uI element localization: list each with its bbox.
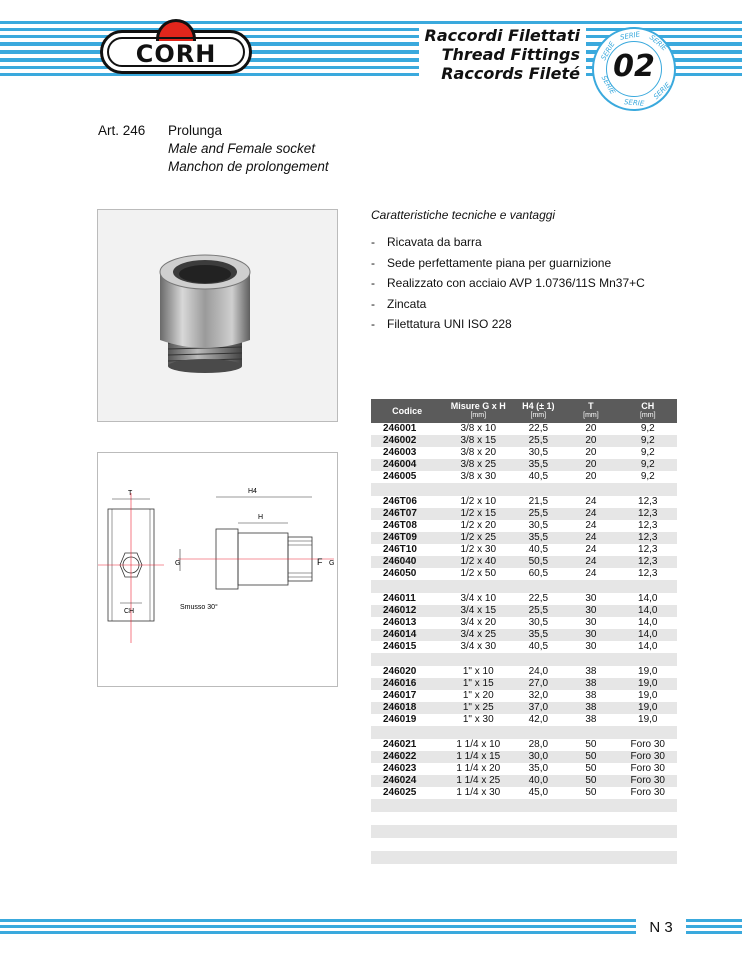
article-name-en: Male and Female socket xyxy=(168,141,316,156)
table-row xyxy=(371,520,677,532)
cell-h4: 28,0 xyxy=(528,739,549,750)
cell-h4: 30,5 xyxy=(528,447,549,458)
cell-ch: 12,3 xyxy=(619,508,677,520)
cell-size: 1" x 20 xyxy=(462,690,494,701)
table-body xyxy=(371,423,677,864)
cell-h4: 40,5 xyxy=(528,544,549,555)
cell-t: 20 xyxy=(563,435,618,447)
cell-ch: 14,0 xyxy=(638,641,658,652)
cell-size: 1/2 x 20 xyxy=(460,520,497,531)
cell-size: 1 1/4 x 15 xyxy=(443,751,513,763)
cell-t: 24 xyxy=(585,496,597,507)
table-row xyxy=(371,605,677,617)
cell-h4: 40,5 xyxy=(528,641,549,652)
table-row xyxy=(371,666,677,678)
feature-item: - Ricavata da barra xyxy=(371,232,645,253)
cell-ch: 12,3 xyxy=(638,568,658,579)
cell-h4 xyxy=(513,799,563,812)
cell-h4 xyxy=(513,851,563,864)
cell-ch xyxy=(619,825,677,838)
cell-size: 1 1/4 x 10 xyxy=(456,739,501,750)
cell-ch xyxy=(619,726,677,739)
cell-h4: 25,5 xyxy=(513,435,563,447)
table-row xyxy=(371,702,677,714)
table-row xyxy=(371,508,677,520)
table-row xyxy=(371,556,677,568)
table-row xyxy=(371,690,677,702)
technical-drawing xyxy=(97,452,338,687)
cell-ch xyxy=(619,653,677,666)
cell-ch: 12,3 xyxy=(619,556,677,568)
cell-code: 246019 xyxy=(383,714,417,725)
cell-code: 246012 xyxy=(371,605,443,617)
cell-ch: 12,3 xyxy=(619,532,677,544)
cell-size xyxy=(443,726,513,739)
cell-code: 246022 xyxy=(371,751,443,763)
table-blank-row xyxy=(371,799,677,812)
table-row xyxy=(371,763,677,775)
cell-h4: 21,5 xyxy=(528,496,549,507)
table-row xyxy=(371,678,677,690)
cell-t: 20 xyxy=(563,459,618,471)
cell-size: 3/4 x 30 xyxy=(460,641,497,652)
table-blank-row xyxy=(371,653,677,666)
table-blank-row xyxy=(371,580,677,593)
cell-t: 20 xyxy=(585,423,597,434)
table-blank-row xyxy=(371,825,677,838)
cell-size: 3/8 x 10 xyxy=(460,423,497,434)
cell-code: 246T10 xyxy=(383,544,417,555)
cell-code: 246T06 xyxy=(383,496,417,507)
product-photo xyxy=(97,209,338,422)
feature-item: - Filettatura UNI ISO 228 xyxy=(371,314,645,335)
cell-code xyxy=(371,726,443,739)
label-h: H xyxy=(258,514,264,521)
cell-code: 246013 xyxy=(383,617,417,628)
article-name-fr: Manchon de prolongement xyxy=(168,159,329,174)
cell-code: 246023 xyxy=(383,763,417,774)
series-number: 02 xyxy=(613,49,655,84)
cell-t xyxy=(563,653,618,666)
label-f: F xyxy=(317,557,323,567)
cell-code: 246040 xyxy=(371,556,443,568)
cell-ch: 19,0 xyxy=(619,678,677,690)
cell-t: 38 xyxy=(585,690,597,701)
cell-t: 30 xyxy=(585,617,597,628)
cell-t: 38 xyxy=(563,678,618,690)
cell-code: 246005 xyxy=(383,471,417,482)
cell-h4: 60,5 xyxy=(528,568,549,579)
series-label-1: SERIE xyxy=(619,30,641,42)
cell-ch: Foro 30 xyxy=(619,751,677,763)
cell-code: 246004 xyxy=(371,459,443,471)
cell-size: 3/4 x 20 xyxy=(460,617,497,628)
table-row xyxy=(371,751,677,763)
cell-ch: 19,0 xyxy=(638,714,658,725)
cell-size: 3/8 x 15 xyxy=(443,435,513,447)
cell-size: 3/4 x 25 xyxy=(443,629,513,641)
cell-code xyxy=(371,799,443,812)
cell-t xyxy=(563,838,618,851)
cell-size: 1/2 x 10 xyxy=(460,496,497,507)
cell-code: 246025 xyxy=(383,787,417,798)
cell-t: 50 xyxy=(563,751,618,763)
label-h4: H4 xyxy=(248,488,257,495)
header-codice: Codice xyxy=(371,399,443,423)
cell-t: 30 xyxy=(585,593,597,604)
cell-size: 3/4 x 15 xyxy=(443,605,513,617)
cell-t: 30 xyxy=(585,641,597,652)
cell-size xyxy=(443,851,513,864)
cell-h4: 35,5 xyxy=(513,459,563,471)
label-ch: CH xyxy=(124,608,135,615)
cell-ch: Foro 30 xyxy=(630,763,665,774)
table-row xyxy=(371,568,677,580)
cell-h4: 42,0 xyxy=(528,714,549,725)
feature-item: - Sede perfettamente piana per guarnizione xyxy=(371,253,645,274)
cell-size: 1 1/4 x 20 xyxy=(456,763,501,774)
cell-t xyxy=(563,812,618,825)
cell-t: 24 xyxy=(585,568,597,579)
cell-t: 24 xyxy=(585,520,597,531)
cell-size: 1/2 x 15 xyxy=(443,508,513,520)
cell-code: 246017 xyxy=(383,690,417,701)
cell-h4 xyxy=(513,483,563,496)
cell-size xyxy=(443,838,513,851)
cell-h4 xyxy=(513,812,563,825)
cell-t: 38 xyxy=(585,714,597,725)
cell-code: 246T07 xyxy=(371,508,443,520)
table-row xyxy=(371,714,677,726)
cell-ch: 19,0 xyxy=(619,702,677,714)
cell-size: 1/2 x 30 xyxy=(460,544,497,555)
cell-size xyxy=(443,653,513,666)
header-misure: Misure G x H [mm] xyxy=(443,399,513,423)
header-t: T [mm] xyxy=(563,399,618,423)
table-blank-row xyxy=(371,483,677,496)
cell-code: 246003 xyxy=(383,447,417,458)
spec-table xyxy=(371,399,677,864)
table-row xyxy=(371,459,677,471)
cell-code: 246050 xyxy=(383,568,417,579)
label-g-right: G xyxy=(329,560,335,567)
cell-h4: 40,0 xyxy=(513,775,563,787)
cell-ch: 12,3 xyxy=(638,496,658,507)
cell-size: 1/2 x 50 xyxy=(460,568,497,579)
series-label-2: SERIE xyxy=(647,33,669,53)
cell-ch: 9,2 xyxy=(640,447,655,458)
cell-size xyxy=(443,483,513,496)
cell-size: 3/4 x 10 xyxy=(460,593,497,604)
cell-t xyxy=(563,580,618,593)
table-row xyxy=(371,775,677,787)
cell-code xyxy=(371,838,443,851)
label-g-left: G xyxy=(175,560,181,567)
cell-ch: 9,2 xyxy=(619,435,677,447)
table-row xyxy=(371,787,677,799)
cell-code xyxy=(371,580,443,593)
cell-t xyxy=(563,825,618,838)
features-section xyxy=(371,208,645,335)
page-number: N 3 xyxy=(636,916,686,940)
table-row xyxy=(371,447,677,459)
title-italian: Raccordi Filettati xyxy=(424,26,580,45)
cell-t: 24 xyxy=(563,508,618,520)
cell-ch: 19,0 xyxy=(638,690,658,701)
label-chamfer: Smusso 30° xyxy=(180,604,218,611)
cell-ch: Foro 30 xyxy=(619,775,677,787)
table-blank-row xyxy=(371,851,677,864)
table-row xyxy=(371,629,677,641)
cell-ch: 9,2 xyxy=(640,423,655,434)
cell-h4: 27,0 xyxy=(513,678,563,690)
series-badge xyxy=(592,27,676,111)
table-blank-row xyxy=(371,812,677,825)
label-t: T xyxy=(128,490,133,497)
table-row xyxy=(371,471,677,483)
cell-size xyxy=(443,825,513,838)
cell-size xyxy=(443,812,513,825)
cell-code xyxy=(371,653,443,666)
cell-code: 246014 xyxy=(371,629,443,641)
cell-h4: 25,5 xyxy=(513,605,563,617)
feature-item: - Realizzato con acciaio AVP 1.0736/11S Mn37+C xyxy=(371,273,645,294)
cell-t: 24 xyxy=(585,544,597,555)
title-english: Thread Fittings xyxy=(441,45,580,64)
table-row xyxy=(371,435,677,447)
cell-ch: 12,3 xyxy=(638,520,658,531)
fitting-image xyxy=(98,210,337,421)
table-row xyxy=(371,496,677,508)
cell-h4: 37,0 xyxy=(513,702,563,714)
cell-size: 1/2 x 25 xyxy=(443,532,513,544)
header-h4: H4 (± 1) [mm] xyxy=(513,399,563,423)
table-blank-row xyxy=(371,726,677,739)
cell-h4 xyxy=(513,580,563,593)
cell-code: 246011 xyxy=(383,593,416,604)
cell-size xyxy=(443,580,513,593)
cell-t: 24 xyxy=(563,532,618,544)
cell-code xyxy=(371,825,443,838)
cell-code: 246016 xyxy=(371,678,443,690)
cell-size: 1 1/4 x 30 xyxy=(456,787,501,798)
cell-t: 30 xyxy=(563,629,618,641)
cell-h4: 50,5 xyxy=(513,556,563,568)
cell-code: 246015 xyxy=(383,641,417,652)
cell-size: 1" x 30 xyxy=(462,714,494,725)
table-row xyxy=(371,532,677,544)
cell-t: 38 xyxy=(563,702,618,714)
table-row xyxy=(371,593,677,605)
cell-ch xyxy=(619,580,677,593)
cell-size: 1 1/4 x 25 xyxy=(443,775,513,787)
cell-t xyxy=(563,483,618,496)
cell-ch xyxy=(619,799,677,812)
cell-ch: 12,3 xyxy=(638,544,658,555)
cell-t: 30 xyxy=(563,605,618,617)
cell-h4: 22,5 xyxy=(528,593,549,604)
feature-item: - Zincata xyxy=(371,294,645,315)
cell-t: 38 xyxy=(585,666,597,677)
cell-t: 20 xyxy=(585,447,597,458)
cell-h4: 45,0 xyxy=(528,787,549,798)
page-titles xyxy=(419,26,586,83)
features-list xyxy=(371,232,645,335)
title-french: Raccords Fileté xyxy=(441,64,580,83)
cell-h4: 30,0 xyxy=(513,751,563,763)
cell-size: 3/8 x 20 xyxy=(460,447,497,458)
cell-h4 xyxy=(513,653,563,666)
article-name-it: Prolunga xyxy=(168,123,223,138)
cell-code: 246T08 xyxy=(383,520,417,531)
cell-code: 246018 xyxy=(371,702,443,714)
cell-size xyxy=(443,799,513,812)
table-row xyxy=(371,423,677,435)
cell-ch xyxy=(619,812,677,825)
table-row xyxy=(371,641,677,653)
cell-code: 246024 xyxy=(371,775,443,787)
cell-h4: 32,0 xyxy=(528,690,549,701)
cell-ch xyxy=(619,851,677,864)
table-header-row xyxy=(371,399,677,423)
cell-code: 246002 xyxy=(371,435,443,447)
cell-h4 xyxy=(513,726,563,739)
cell-ch: Foro 30 xyxy=(630,787,665,798)
table-row xyxy=(371,544,677,556)
cell-h4: 22,5 xyxy=(528,423,549,434)
cell-code: 246T09 xyxy=(371,532,443,544)
cell-t: 50 xyxy=(563,775,618,787)
cell-code: 246021 xyxy=(383,739,417,750)
article-code: Art. 246 xyxy=(98,123,146,138)
cell-t: 24 xyxy=(563,556,618,568)
cell-size: 3/8 x 25 xyxy=(443,459,513,471)
cell-h4: 24,0 xyxy=(528,666,549,677)
series-label-4: SERIE xyxy=(599,74,617,96)
cell-size: 1" x 10 xyxy=(462,666,494,677)
brand-logo xyxy=(100,30,252,74)
cell-size: 3/8 x 30 xyxy=(460,471,497,482)
logo-text: CORH xyxy=(135,40,217,68)
cell-t: 50 xyxy=(585,739,597,750)
cell-ch xyxy=(619,838,677,851)
cell-code: 246020 xyxy=(383,666,417,677)
cell-h4: 40,5 xyxy=(528,471,549,482)
cell-ch: 14,0 xyxy=(619,629,677,641)
cell-t xyxy=(563,726,618,739)
cell-h4: 30,5 xyxy=(528,617,549,628)
cell-ch: 14,0 xyxy=(638,617,658,628)
cell-h4: 35,5 xyxy=(513,532,563,544)
cell-size: 1/2 x 40 xyxy=(443,556,513,568)
cell-h4 xyxy=(513,838,563,851)
cell-ch: Foro 30 xyxy=(630,739,665,750)
cell-code xyxy=(371,812,443,825)
cell-t xyxy=(563,851,618,864)
cell-code xyxy=(371,483,443,496)
cell-size: 1" x 25 xyxy=(443,702,513,714)
cell-h4: 35,0 xyxy=(528,763,549,774)
cell-ch: 9,2 xyxy=(640,471,655,482)
cell-h4 xyxy=(513,825,563,838)
series-label-3: SERIE xyxy=(599,40,617,62)
drawing-svg xyxy=(98,453,337,686)
table-blank-row xyxy=(371,838,677,851)
cell-t: 50 xyxy=(585,763,597,774)
cell-ch: 9,2 xyxy=(619,459,677,471)
header-ch: CH [mm] xyxy=(619,399,677,423)
cell-t xyxy=(563,799,618,812)
series-label-5: SERIE xyxy=(623,98,645,108)
cell-h4: 25,5 xyxy=(513,508,563,520)
cell-t: 20 xyxy=(585,471,597,482)
features-heading: Caratteristiche tecniche e vantaggi xyxy=(371,208,556,222)
cell-ch: 14,0 xyxy=(619,605,677,617)
table-row xyxy=(371,739,677,751)
cell-code xyxy=(371,851,443,864)
cell-h4: 35,5 xyxy=(513,629,563,641)
cell-ch: 19,0 xyxy=(638,666,658,677)
table-row xyxy=(371,617,677,629)
cell-t: 50 xyxy=(585,787,597,798)
cell-size: 1" x 15 xyxy=(443,678,513,690)
cell-ch xyxy=(619,483,677,496)
cell-h4: 30,5 xyxy=(528,520,549,531)
cell-ch: 14,0 xyxy=(638,593,658,604)
series-label-6: SERIE xyxy=(652,81,673,101)
cell-code: 246001 xyxy=(383,423,417,434)
footer-stripes xyxy=(0,916,742,940)
